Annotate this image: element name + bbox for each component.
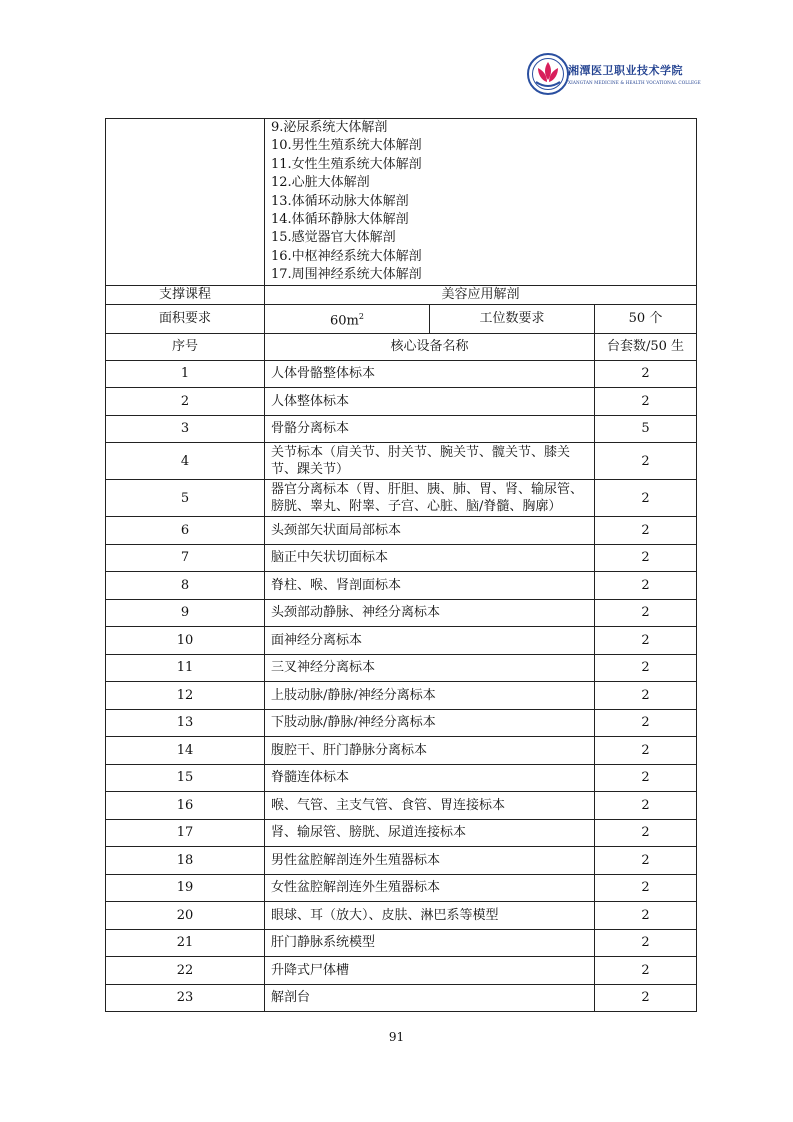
table-row: [106, 544, 697, 572]
row-count: 2: [595, 627, 697, 655]
row-count: 2: [595, 599, 697, 627]
row-count: 2: [595, 360, 697, 388]
row-count: 2: [595, 709, 697, 737]
table-row: [106, 929, 697, 957]
area-label: 面积要求: [106, 304, 265, 333]
area-row: [106, 304, 697, 333]
row-equipment-name: 脊髓连体标本: [265, 764, 595, 792]
experiment-item: 12.心脏大体解剖: [271, 175, 370, 191]
row-index: 19: [106, 874, 265, 902]
row-equipment-name: 喉、气管、主支气管、食管、胃连接标本: [265, 792, 595, 820]
row-count: 2: [595, 929, 697, 957]
table-row: [106, 388, 697, 416]
table-row: [106, 984, 697, 1012]
header-count: 台套数/50 生: [595, 333, 697, 360]
row-index: 1: [106, 360, 265, 388]
equipment-rows: [106, 360, 697, 1012]
row-equipment-name: 头颈部矢状面局部标本: [265, 517, 595, 545]
row-index: 11: [106, 654, 265, 682]
experiment-item: 15.感觉器官大体解剖: [271, 230, 396, 246]
row-equipment-name: 头颈部动静脉、神经分离标本: [265, 599, 595, 627]
station-label: 工位数要求: [430, 304, 595, 333]
station-value: 50 个: [595, 304, 697, 333]
row-index: 13: [106, 709, 265, 737]
row-equipment-name: 肾、输尿管、膀胱、尿道连接标本: [265, 819, 595, 847]
row-count: 2: [595, 792, 697, 820]
experiment-item: 13.体循环动脉大体解剖: [271, 193, 409, 209]
table-row: [106, 360, 697, 388]
row-index: 5: [106, 480, 265, 517]
table-row: [106, 443, 697, 480]
row-equipment-name: 人体整体标本: [265, 388, 595, 416]
row-equipment-name: 脊柱、喉、肾剖面标本: [265, 572, 595, 600]
table-row: [106, 627, 697, 655]
table-row: [106, 819, 697, 847]
college-name-en: XIANGTAN MEDICINE & HEALTH VOCATIONAL COLLEGE: [568, 80, 701, 85]
row-count: 2: [595, 737, 697, 765]
row-equipment-name: 肝门静脉系统模型: [265, 929, 595, 957]
row-equipment-name: 关节标本（肩关节、肘关节、腕关节、髋关节、膝关节、踝关节）: [265, 443, 595, 480]
row-count: 2: [595, 682, 697, 710]
area-value: 60m: [330, 313, 359, 329]
row-equipment-name: 升降式尸体槽: [265, 957, 595, 985]
support-course-label: 支撑课程: [106, 285, 265, 304]
row-index: 15: [106, 764, 265, 792]
row-equipment-name: 三叉神经分离标本: [265, 654, 595, 682]
row-equipment-name: 女性盆腔解剖连外生殖器标本: [265, 874, 595, 902]
row-index: 6: [106, 517, 265, 545]
row-count: 2: [595, 654, 697, 682]
table-row: [106, 599, 697, 627]
college-name: 湘潭医卫职业技术学院: [568, 64, 683, 77]
table-row: [106, 415, 697, 443]
row-equipment-name: 人体骨骼整体标本: [265, 360, 595, 388]
table-row: [106, 517, 697, 545]
experiment-list-cell: [265, 119, 697, 286]
experiment-item: 14.体循环静脉大体解剖: [271, 212, 409, 228]
support-course-row: [106, 285, 697, 304]
row-equipment-name: 解剖台: [265, 984, 595, 1012]
row-count: 2: [595, 984, 697, 1012]
row-index: 8: [106, 572, 265, 600]
row-index: 7: [106, 544, 265, 572]
row-index: 22: [106, 957, 265, 985]
experiment-list-label-cell: [106, 119, 265, 286]
college-wordmark: [568, 62, 701, 85]
experiment-list-row: [106, 119, 697, 286]
row-index: 10: [106, 627, 265, 655]
row-count: 2: [595, 902, 697, 930]
row-index: 2: [106, 388, 265, 416]
row-index: 14: [106, 737, 265, 765]
table-row: [106, 480, 697, 517]
row-equipment-name: 眼球、耳（放大）、皮肤、淋巴系等模型: [265, 902, 595, 930]
row-count: 2: [595, 517, 697, 545]
experiment-item: 11.女性生殖系统大体解剖: [271, 156, 422, 172]
table-row: [106, 682, 697, 710]
row-equipment-name: 面神经分离标本: [265, 627, 595, 655]
row-count: 2: [595, 957, 697, 985]
support-course-value: 美容应用解剖: [265, 285, 697, 304]
table-row: [106, 874, 697, 902]
table-row: [106, 902, 697, 930]
experiment-item: 9.泌尿系统大体解剖: [271, 120, 388, 135]
equipment-table: [105, 118, 697, 1012]
table-row: [106, 737, 697, 765]
row-count: 2: [595, 874, 697, 902]
row-count: 2: [595, 764, 697, 792]
row-index: 12: [106, 682, 265, 710]
header-index: 序号: [106, 333, 265, 360]
row-index: 9: [106, 599, 265, 627]
table-row: [106, 957, 697, 985]
row-index: 20: [106, 902, 265, 930]
table-row: [106, 847, 697, 875]
row-count: 2: [595, 572, 697, 600]
row-equipment-name: 器官分离标本（胃、肝胆、胰、肺、胃、肾、输尿管、膀胱、睾丸、附睾、子宫、心脏、脑/脊髓、胸廓）: [265, 480, 595, 517]
row-equipment-name: 腹腔干、肝门静脉分离标本: [265, 737, 595, 765]
experiment-item: 17.周围神经系统大体解剖: [271, 267, 422, 283]
row-count: 2: [595, 847, 697, 875]
header-name: 核心设备名称: [265, 333, 595, 360]
row-index: 4: [106, 443, 265, 480]
experiment-item: 16.中枢神经系统大体解剖: [271, 248, 422, 264]
row-index: 3: [106, 415, 265, 443]
row-count: 2: [595, 819, 697, 847]
row-index: 17: [106, 819, 265, 847]
table-row: [106, 709, 697, 737]
row-count: 2: [595, 480, 697, 517]
table-row: [106, 654, 697, 682]
table-row: [106, 572, 697, 600]
row-equipment-name: 脑正中矢状切面标本: [265, 544, 595, 572]
row-count: 5: [595, 415, 697, 443]
row-count: 2: [595, 388, 697, 416]
page-number: 91: [388, 1030, 405, 1044]
row-equipment-name: 上肢动脉/静脉/神经分离标本: [265, 682, 595, 710]
row-count: 2: [595, 443, 697, 480]
area-value-cell: [265, 304, 430, 333]
row-index: 18: [106, 847, 265, 875]
row-index: 23: [106, 984, 265, 1012]
experiment-item: 10.男性生殖系统大体解剖: [271, 138, 422, 154]
row-equipment-name: 男性盆腔解剖连外生殖器标本: [265, 847, 595, 875]
table-row: [106, 764, 697, 792]
row-index: 16: [106, 792, 265, 820]
row-index: 21: [106, 929, 265, 957]
table-row: [106, 792, 697, 820]
table-header-row: [106, 333, 697, 360]
row-equipment-name: 骨骼分离标本: [265, 415, 595, 443]
row-count: 2: [595, 544, 697, 572]
area-unit-sup: 2: [358, 311, 364, 321]
row-equipment-name: 下肢动脉/静脉/神经分离标本: [265, 709, 595, 737]
